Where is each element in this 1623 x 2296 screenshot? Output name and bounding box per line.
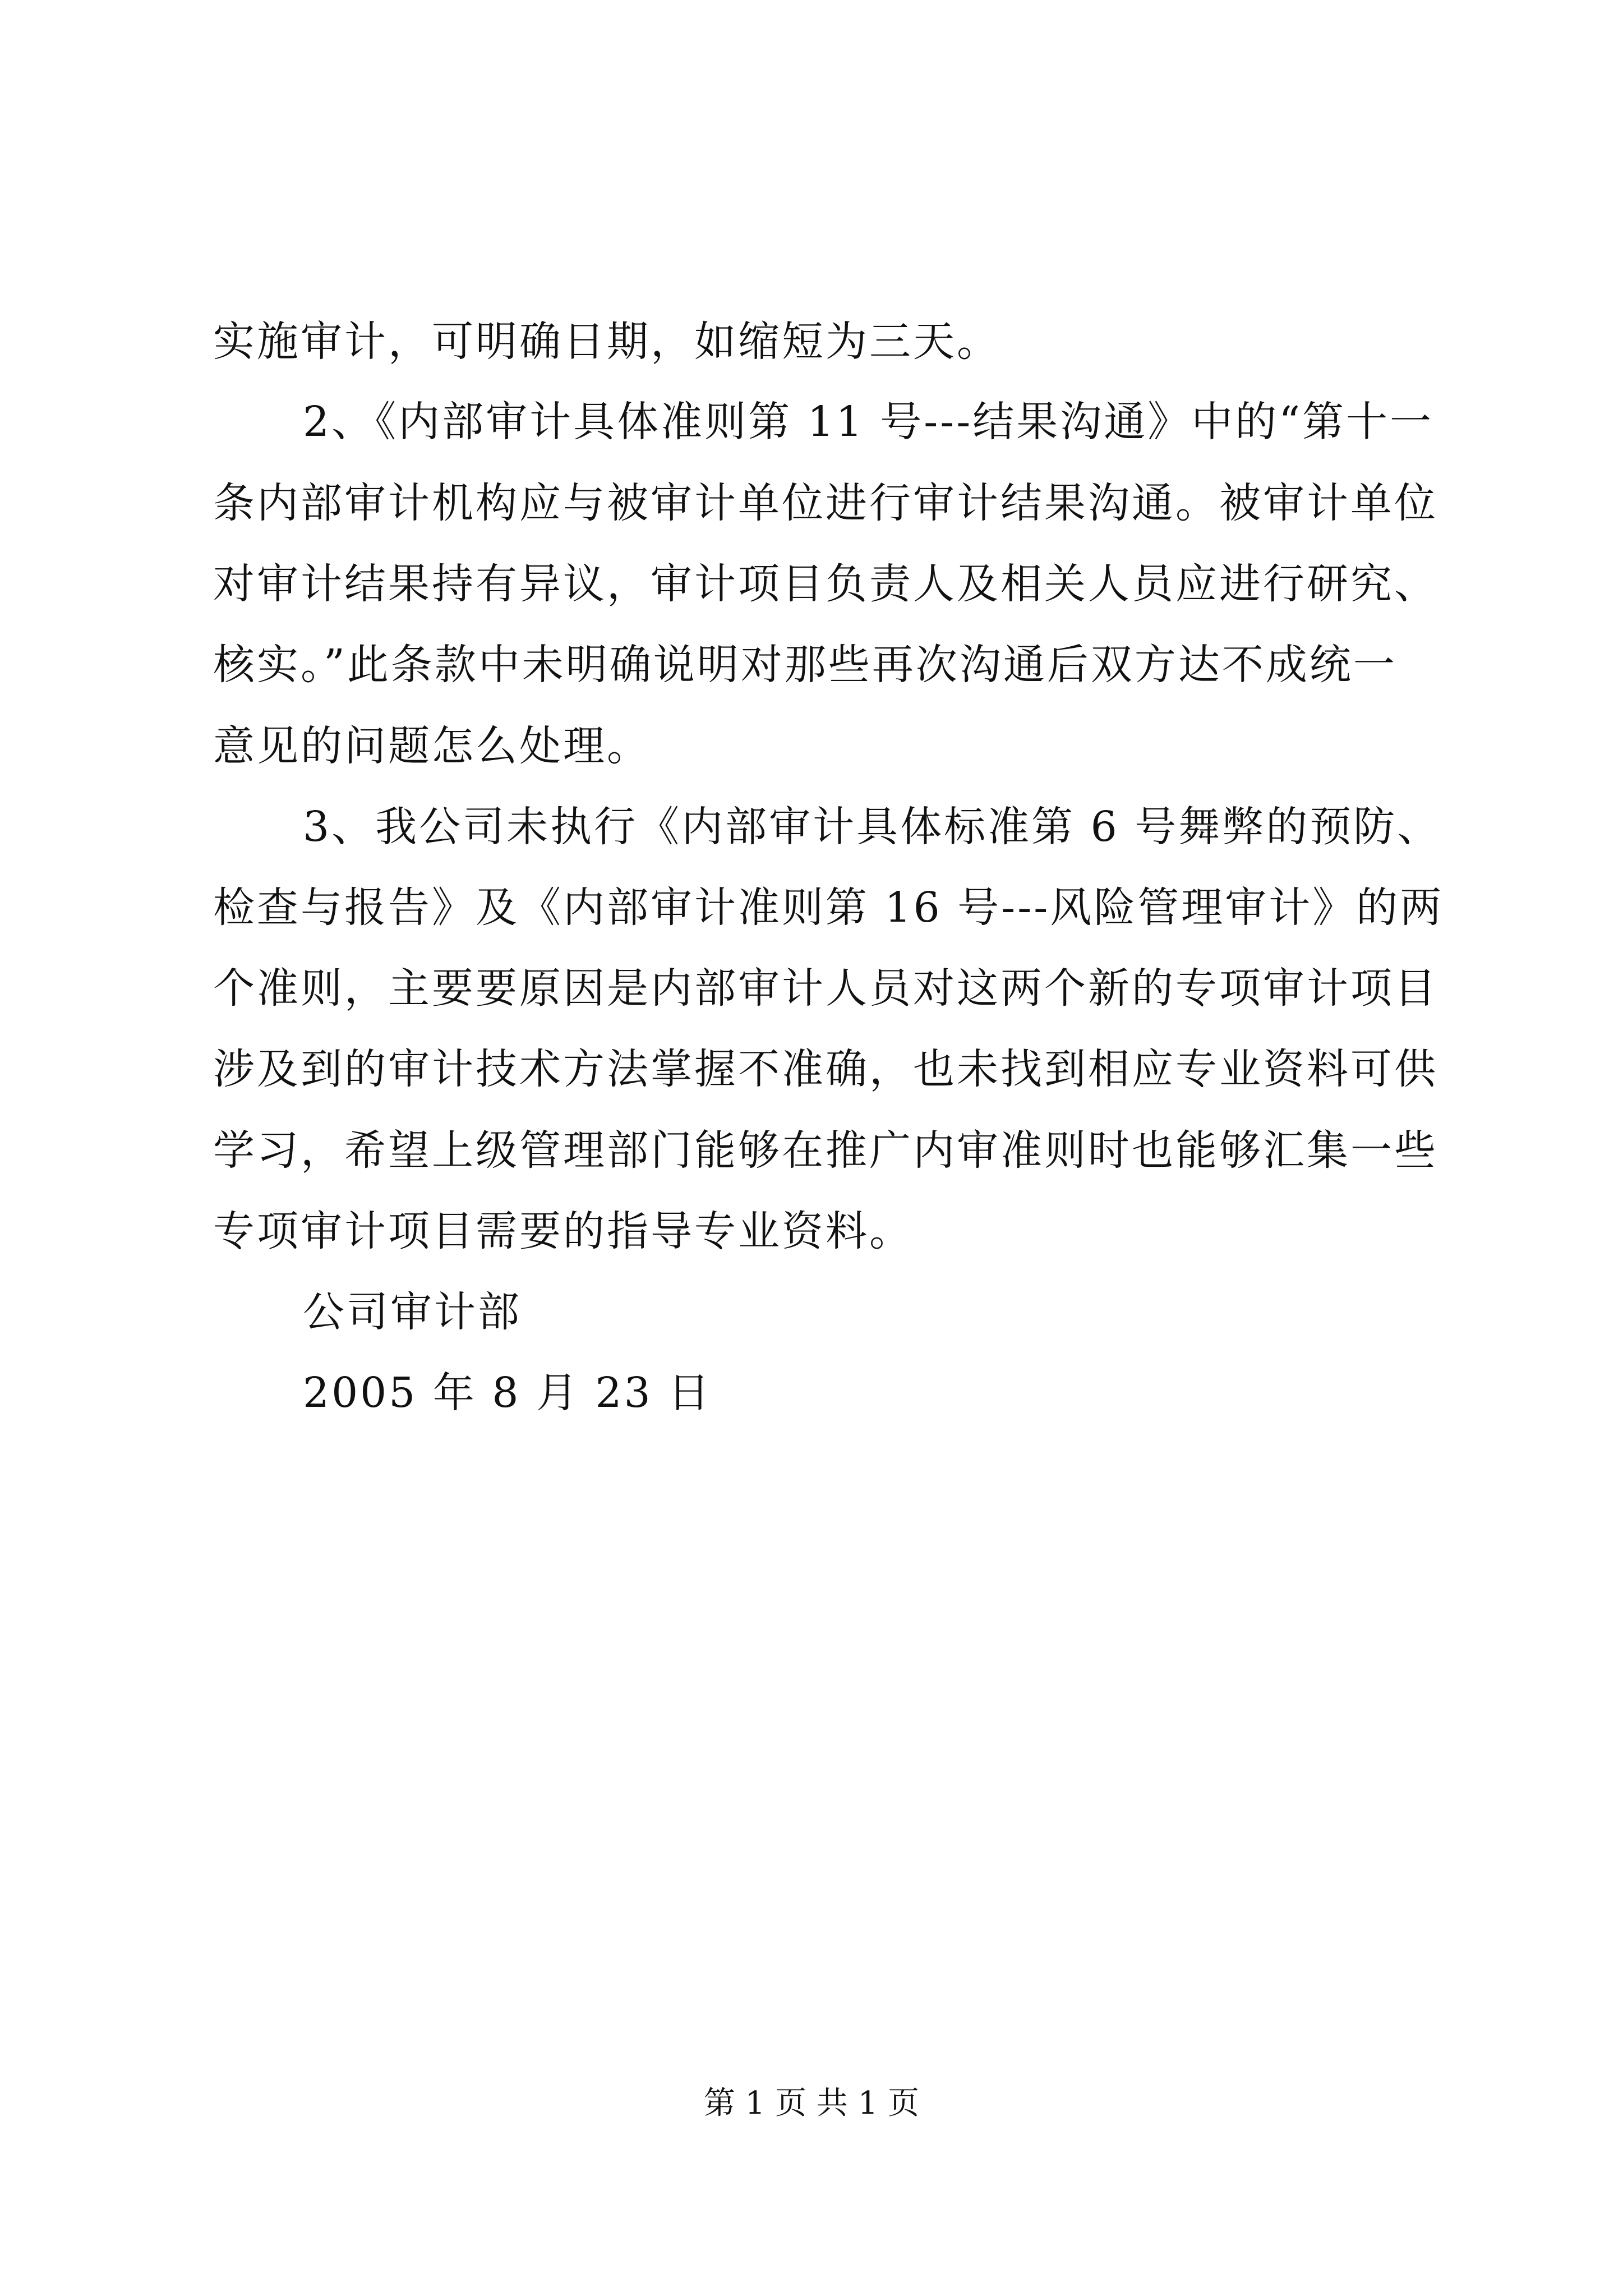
paragraph-line: 实施审计，可明确日期，如缩短为三天。 [213,318,1000,366]
paragraph-line: 检查与报告》及《内部审计准则第 16 号---风险管理审计》的两 [213,884,1444,932]
paragraph-line: 涉及到的审计技术方法掌握不准确，也未找到相应专业资料可供 [213,1045,1438,1093]
paragraph-line: 专项审计项目需要的指导专业资料。 [213,1207,913,1255]
paragraph-line: 个准则，主要要原因是内部审计人员对这两个新的专项审计项目 [213,964,1438,1013]
paragraph-line: 2、《内部审计具体准则第 11 号---结果沟通》中的“第十一 [303,398,1434,446]
paragraph-line: 学习，希望上级管理部门能够在推广内审准则时也能够汇集一些 [213,1126,1438,1175]
paragraph-line: 条内部审计机构应与被审计单位进行审计结果沟通。被审计单位 [213,479,1438,527]
signature-date: 2005 年 8 月 23 日 [303,1369,712,1417]
signature-department: 公司审计部 [303,1288,522,1336]
paragraph-line: 意见的问题怎么处理。 [213,722,651,770]
paragraph-line: 对审计结果持有异议，审计项目负责人及相关人员应进行研究、 [213,560,1438,608]
paragraph-line: 3、我公司未执行《内部审计具体标准第 6 号舞弊的预防、 [303,803,1441,851]
paragraph-line: 核实。”此条款中未明确说明对那些再次沟通后双方达不成统一 [213,641,1397,689]
page-number-footer: 第 1 页 共 1 页 [703,2085,920,2122]
